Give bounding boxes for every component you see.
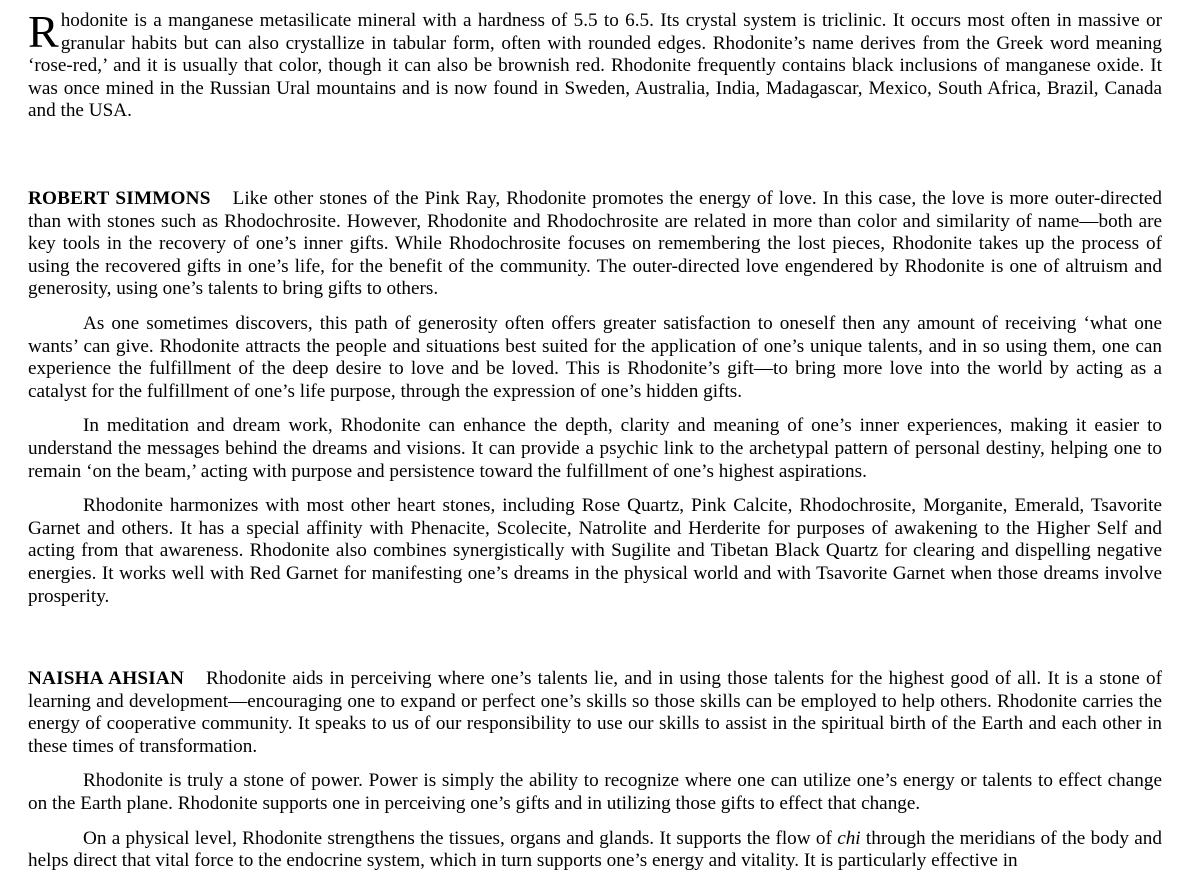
paragraph: Rhodonite harmonizes with most other heart stones, including Rose Quartz, Pink Calcite, Rhodochrosite, Morganite, Emerald, Tsavorite Garnet and others. It has a special affinity with Phenacite, Scolecite, Natrolite and Herderite for purposes of awakening to the Higher Self and acting from that awareness. Rhodonite also combines synergistically with Sugilite and Tibetan Black Quartz for clearing and dispelling negative energies. It works well with Red Garnet for manifesting one’s dreams in the physical world and with Tsavorite Garnet when those dreams involve prosperity. [28,495,1162,607]
section-robert-simmons [28,188,1162,608]
paragraph-spacer [28,403,1162,415]
author-name-robert-simmons: ROBERT SIMMONS [28,188,211,209]
author-name-naisha-ahsian: NAISHA AHSIAN [28,668,185,690]
paragraph: In meditation and dream work, Rhodonite can enhance the depth, clarity and meaning of one’s inner experiences, making it easier to understand the messages behind the dreams and visions. It can provide a psychic link to the archetypal pattern of personal destiny, helping one to remain ‘on the beam,’ acting with purpose and persistence toward the fulfillment of one’s highest aspirations. [28,415,1162,482]
section-first-paragraph [28,188,1162,301]
paragraph-text: Rhodonite aids in perceiving where one’s talents lie, and in using those talents for the highest good of all. It is a stone of learning and development—encouraging one to expand or perfect one’s skills so those skills can be employed to help others. Rhodonite carries the energy of cooperative community. It speaks to us of our responsibility to use our skills to assist in the spiritual birth of the Earth and each other in these times of transformation. [28,668,1163,757]
paragraph-text-after: through the meridians of the body and helps direct that vital force to the endocrine system, which in turn supports one’s energy and vitality. It is particularly effective in [28,827,1162,872]
intro-paragraph: hodonite is a manganese metasilicate mineral with a hardness of 5.5 to 6.5. Its crystal system is triclinic. It occurs most often in massive or granular habits but can also crystallize in tabular form, often with rounded edges. Rhodonite’s name derives from the Greek word meaning ‘rose-red,’ and it is usually that color, though it can also be brownish red. Rhodonite frequently contains black inclusions of manganese oxide. It was once mined in the Russian Ural mountains and is now found in Sweden, Australia, India, Madagascar, Mexico, South Africa, Brazil, Canada and the USA. [28,10,1162,122]
paragraph-text: Like other stones of the Pink Ray, Rhodonite promotes the energy of love. In this case, the love is more outer-directed than with stones such as Rhodochrosite. However, Rhodonite and Rhodochrosite are related in more than color and similarity of name—both are key tools in the recovery of one’s inner gifts. While Rhodochrosite focuses on remembering the lost pieces, Rhodonite takes up the process of using the recovered gifts in one’s life, for the benefit of the community. The outer-directed love engendered by Rhodonite is one of altruism and generosity, using one’s talents to bring gifts to others. [28,188,1163,300]
section-naisha-ahsian [28,668,1162,873]
intro-block [28,6,1162,128]
paragraph: As one sometimes discovers, this path of generosity often offers greater satisfaction to oneself then any amount of receiving ‘what one wants’ can give. Rhodonite attracts the people and situations best suited for the application of one’s unique talents, and in so using them, one can experience the fulfillment of the deep desire to love and be loved. This is Rhodonite’s gift—to bring more love into the world by acting as a catalyst for the fulfillment of one’s life purpose, through the expression of one’s hidden gifts. [28,312,1162,402]
paragraph-spacer [28,758,1162,770]
paragraph: Rhodonite is truly a stone of power. Power is simply the ability to recognize where one can utilize one’s energy or talents to effect change on the Earth plane. Rhodonite supports one in perceiving one’s gifts and in utilizing those gifts to effect that change. [28,770,1162,815]
paragraph-spacer [28,816,1162,828]
section-spacer [28,128,1162,188]
paragraph-spacer [28,483,1162,495]
section-first-paragraph [28,668,1162,758]
section-spacer [28,608,1162,668]
paragraph-final [28,828,1162,873]
paragraph-spacer [28,301,1162,313]
italic-term-chi: chi [837,827,861,849]
drop-cap: R [28,6,59,57]
paragraph-text-before: On a physical level, Rhodonite strengthens the tissues, organs and glands. It supports the flow of [83,827,838,849]
